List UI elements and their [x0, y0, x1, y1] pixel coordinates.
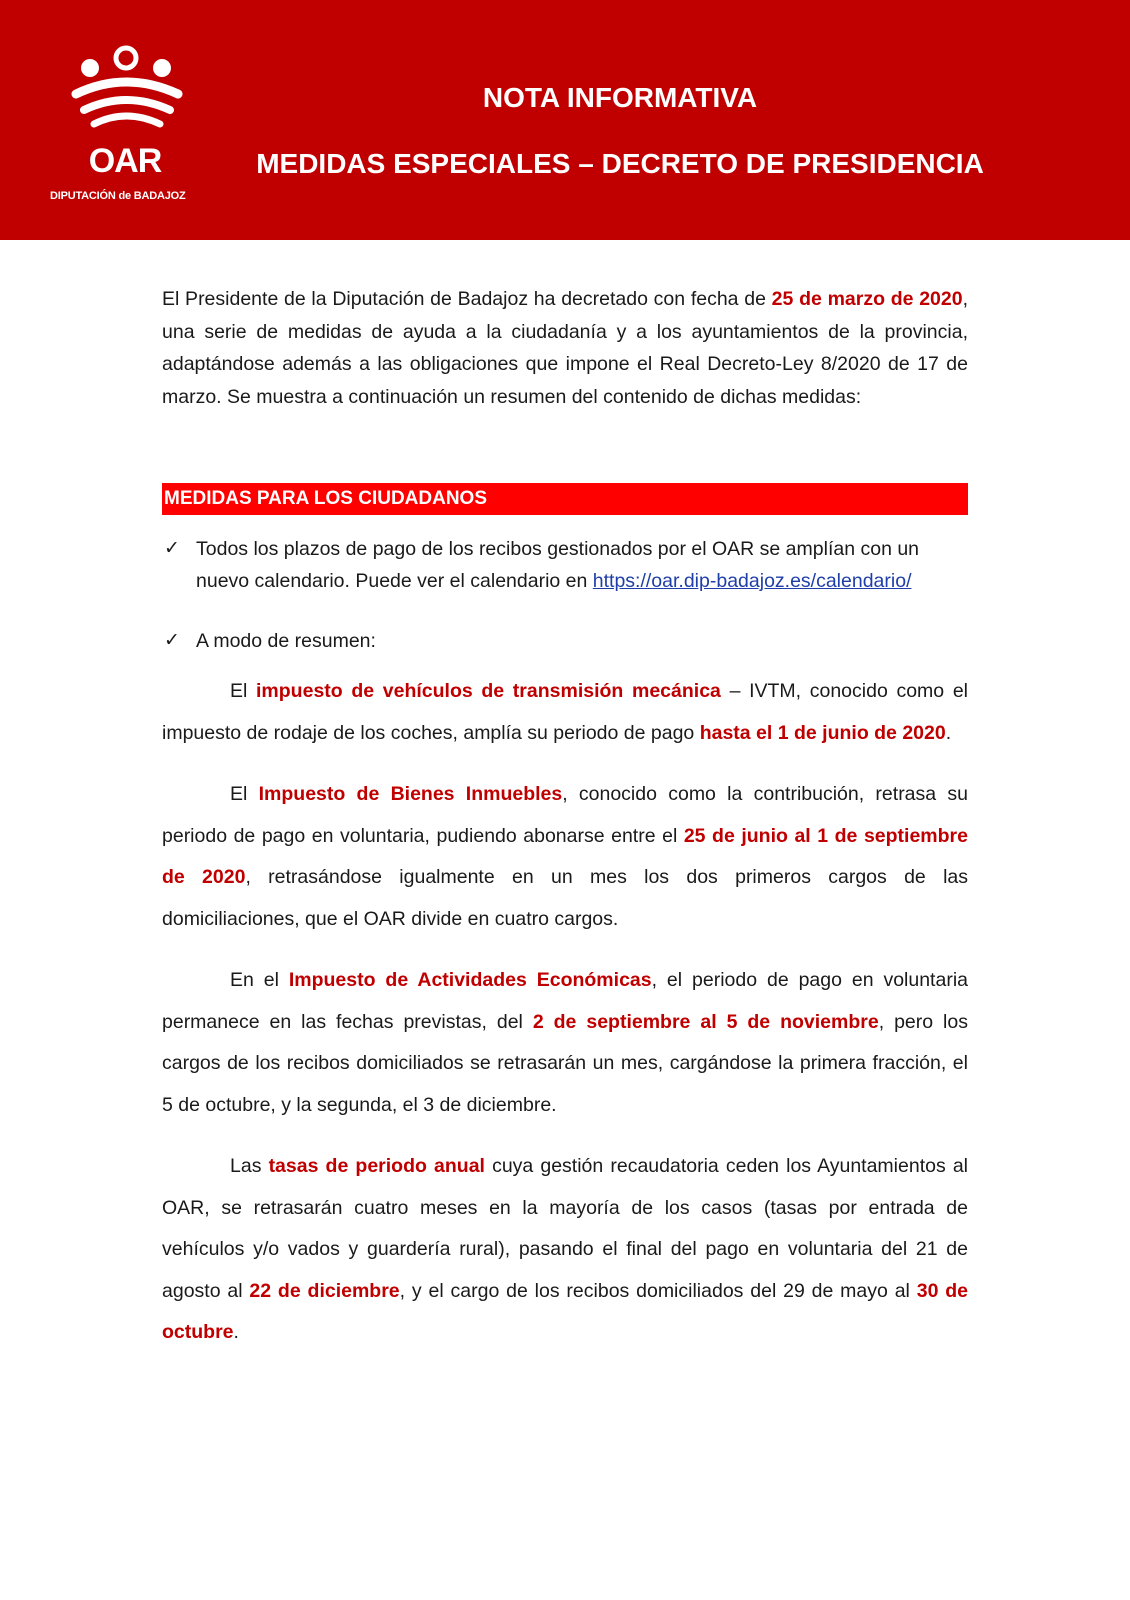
page-title: NOTA INFORMATIVA [482, 82, 758, 113]
paragraph-ivtm [162, 671, 968, 754]
highlight: Impuesto de Bienes Inmuebles [258, 783, 563, 805]
text: En el [230, 969, 289, 991]
text: , el periodo de pago en voluntaria permanece en las fechas previstas, del [162, 969, 968, 1033]
list-item-text: Todos los plazos de pago de los recibos gestionados por el OAR se amplían con un nuevo calendario. Puede ver el calendario en [196, 538, 920, 592]
oar-emblem-icon [50, 42, 200, 142]
highlight: 25 de junio al 1 de septiembre de 2020 [162, 824, 968, 888]
intro-date: 25 de marzo de 2020 [771, 288, 963, 310]
logo-subtitle: DIPUTACIÓN de BADAJOZ [50, 190, 186, 202]
highlight: Impuesto de Actividades Económicas [288, 969, 652, 991]
list-item [162, 625, 968, 657]
list-item [162, 533, 968, 597]
page-subtitle: MEDIDAS ESPECIALES – DECRETO DE PRESIDENCIA [256, 148, 984, 179]
text: , conocido como la contribución, retrasa su periodo de pago en voluntaria, pudiendo abonarse entre el [162, 783, 968, 847]
oar-logo [50, 42, 220, 212]
text: , pero los cargos de los recibos domiciliados se retrasarán un mes, cargándose la primera fracción, el 5 de octubre, y la segunda, el 3 de diciembre. [162, 1010, 968, 1116]
highlight: 2 de septiembre al 5 de noviembre [532, 1010, 879, 1033]
checkmark-icon: ✓ [164, 538, 180, 559]
logo-text: OAR [88, 142, 162, 180]
highlight: tasas de periodo anual [268, 1155, 485, 1177]
text: El [230, 680, 257, 702]
document-body [162, 283, 968, 1354]
checkmark-icon: ✓ [164, 630, 180, 651]
intro-text: El Presidente de la Diputación de Badajoz ha decretado con fecha de [162, 288, 772, 310]
text: Las [230, 1155, 269, 1177]
text: cuya gestión recaudatoria ceden los Ayuntamientos al OAR, se retrasarán cuatro meses en la mayoría de los casos (tasas por entrada de vehículos y/o vados y guardería rural), pasando el final del pago en voluntaria del 21 de agosto al [162, 1155, 968, 1302]
header-banner [0, 0, 1130, 240]
paragraph-tasas [162, 1146, 968, 1354]
list-item-text: A modo de resumen: [196, 630, 376, 652]
highlight: 30 de octubre [162, 1279, 969, 1343]
paragraph-iae [162, 960, 968, 1126]
text: . [233, 1321, 239, 1343]
text: . [945, 721, 952, 744]
highlight: 22 de diciembre [249, 1279, 400, 1302]
text: – IVTM, conocido como el impuesto de rodaje de los coches, amplía su periodo de pago [162, 680, 968, 744]
text: El [230, 783, 259, 805]
intro-paragraph [162, 283, 968, 413]
text: , y el cargo de los recibos domiciliados del 29 de mayo al [399, 1279, 917, 1302]
text: , retrasándose igualmente en un mes los dos primeros cargos de las domiciliaciones, que el OAR divide en cuatro cargos. [162, 866, 969, 930]
highlight: hasta el 1 de junio de 2020 [699, 721, 946, 744]
highlight: impuesto de vehículos de transmisión mecánica [256, 680, 721, 702]
intro-text-rest: , una serie de medidas de ayuda a la ciudadanía y a los ayuntamientos de la provincia, adaptándose además a las obligaciones que impone el Real Decreto-Ley 8/2020 de 17 de marzo. Se muestra a continuación un resumen del contenido de dichas medidas: [162, 288, 969, 408]
section-title-bar: MEDIDAS PARA LOS CIUDADANOS [162, 483, 968, 515]
paragraph-ibi [162, 774, 968, 940]
calendar-link[interactable]: https://oar.dip-badajoz.es/calendario/ [592, 570, 912, 592]
